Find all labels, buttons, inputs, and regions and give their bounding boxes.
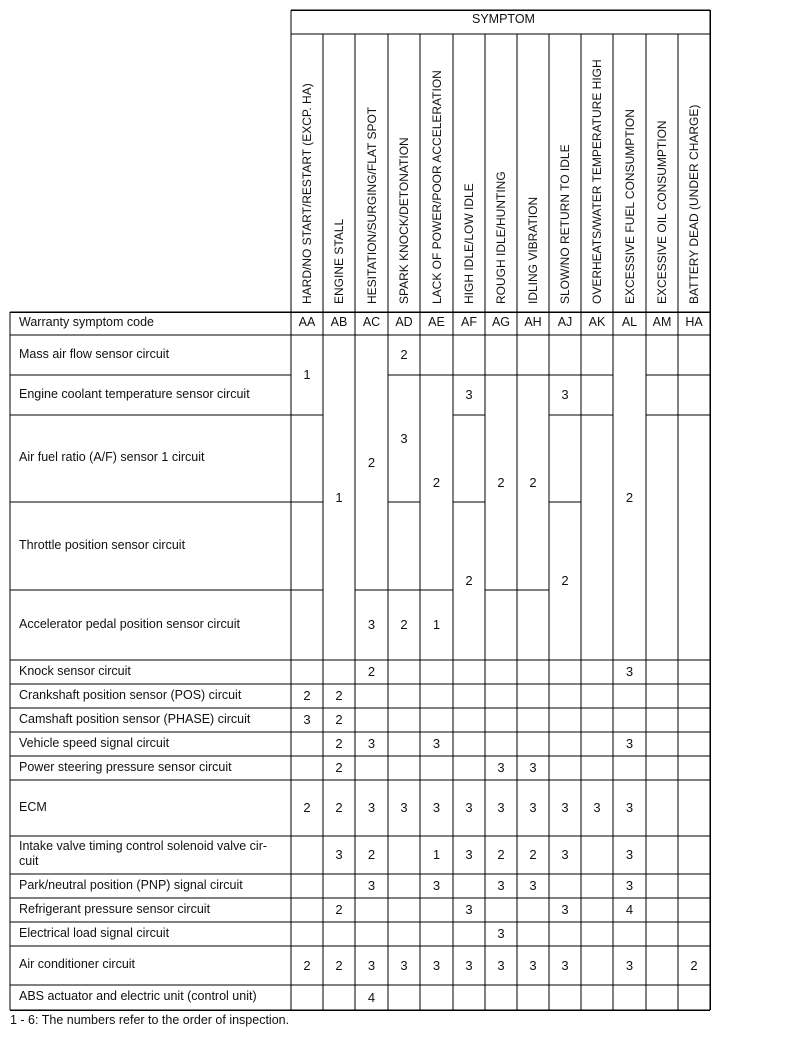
symptom-header-ae: LACK OF POWER/POOR ACCELERATION xyxy=(429,70,444,304)
warranty-code-ac: AC xyxy=(362,315,381,329)
cell-value: 3 xyxy=(303,712,311,727)
cell-value: 3 xyxy=(561,387,569,402)
cell-value: 2 xyxy=(625,489,634,505)
warranty-code-ak: AK xyxy=(588,315,606,329)
cell-value: 3 xyxy=(497,957,505,973)
row-label: Power steering pressure sensor circuit xyxy=(19,759,232,774)
symptom-header-am: EXCESSIVE OIL CONSUMPTION xyxy=(655,120,669,304)
warranty-code-ah: AH xyxy=(524,315,542,329)
cell-value: 3 xyxy=(529,760,537,775)
cell-value: 3 xyxy=(593,800,601,815)
cell-value: 4 xyxy=(367,989,376,1005)
warranty-code-ha: HA xyxy=(685,315,703,329)
row-label: Knock sensor circuit xyxy=(19,663,131,678)
cell-value: 3 xyxy=(465,800,473,815)
cell-value: 3 xyxy=(432,957,441,973)
cell-value: 3 xyxy=(625,736,634,751)
symptom-header-ag: ROUGH IDLE/HUNTING xyxy=(494,171,508,304)
symptom-header-ab: ENGINE STALL xyxy=(332,218,346,304)
warranty-code-aa: AA xyxy=(298,315,316,329)
symptom-header-aa: HARD/NO START/RESTART (EXCP. HA) xyxy=(300,83,314,304)
cell-value: 3 xyxy=(561,957,569,973)
warranty-code-am: AM xyxy=(652,315,672,329)
row-label: Intake valve timing control solenoid valve cir-cuit xyxy=(19,839,268,868)
warranty-code-label: Warranty symptom code xyxy=(19,315,154,329)
cell-value: 2 xyxy=(335,688,343,703)
warranty-code-aj: AJ xyxy=(557,315,573,329)
cell-value: 3 xyxy=(625,878,634,893)
cell-value: 3 xyxy=(625,847,634,862)
cell-value: 2 xyxy=(335,712,343,727)
cell-value: 4 xyxy=(625,902,634,917)
cell-value: 3 xyxy=(400,430,408,446)
cell-value: 3 xyxy=(367,878,376,893)
cell-value: 2 xyxy=(400,347,408,362)
cell-value: 1 xyxy=(432,617,441,632)
footnote: 1 - 6: The numbers refer to the order of inspection. xyxy=(10,1013,290,1027)
cell-value: 3 xyxy=(497,760,505,775)
cell-value: 2 xyxy=(335,760,343,775)
cell-value: 3 xyxy=(497,800,505,815)
cell-value: 3 xyxy=(625,800,634,815)
row-label: Air conditioner circuit xyxy=(19,957,136,971)
cell-value: 1 xyxy=(303,367,311,382)
row-label: Mass air flow sensor circuit xyxy=(19,346,170,361)
cell-value: 2 xyxy=(335,957,343,973)
cell-value: 3 xyxy=(400,800,408,815)
cell-value: 3 xyxy=(367,617,376,632)
cell-value: 2 xyxy=(367,847,376,862)
symptom-header-aj: SLOW/NO RETURN TO IDLE xyxy=(558,144,572,304)
cell-value: 3 xyxy=(367,800,376,815)
row-label: Park/neutral position (PNP) signal circuit xyxy=(19,877,243,892)
cell-value: 2 xyxy=(529,847,537,862)
symptom-header: SYMPTOM xyxy=(472,12,535,26)
row-label: Engine coolant temperature sensor circuit xyxy=(19,386,250,401)
row-label: ECM xyxy=(19,799,47,814)
warranty-code-af: AF xyxy=(461,315,477,329)
cell-value: 3 xyxy=(465,902,473,917)
row-label: Electrical load signal circuit xyxy=(19,925,170,940)
cell-value: 1 xyxy=(432,847,441,862)
cell-value: 3 xyxy=(465,957,473,973)
cell-value: 3 xyxy=(335,847,343,862)
row-label: Throttle position sensor circuit xyxy=(19,537,186,552)
cell-value: 3 xyxy=(432,878,441,893)
cell-value: 2 xyxy=(335,736,343,751)
cell-value: 3 xyxy=(367,957,376,973)
cell-value: 1 xyxy=(335,489,343,505)
row-label: Refrigerant pressure sensor circuit xyxy=(19,901,211,916)
cell-value: 3 xyxy=(625,957,634,973)
symptom-header-ah: IDLING VIBRATION xyxy=(526,196,540,304)
row-label: Air fuel ratio (A/F) sensor 1 circuit xyxy=(19,450,205,464)
cell-value: 2 xyxy=(335,800,343,815)
cell-value: 3 xyxy=(367,736,376,751)
cell-value: 2 xyxy=(303,800,311,815)
cell-value: 2 xyxy=(303,957,311,973)
cell-value: 3 xyxy=(400,957,408,973)
cell-value: 3 xyxy=(561,902,569,917)
warranty-code-al: AL xyxy=(621,315,638,329)
cell-value: 3 xyxy=(465,387,473,402)
symptom-header-ad: SPARK KNOCK/DETONATION xyxy=(397,137,411,304)
warranty-code-ab: AB xyxy=(330,315,348,329)
row-label: Crankshaft position sensor (POS) circuit xyxy=(19,687,242,702)
cell-value: 3 xyxy=(529,878,537,893)
symptom-header-af: HIGH IDLE/LOW IDLE xyxy=(462,183,476,304)
cell-value: 2 xyxy=(465,573,473,588)
warranty-code-ae: AE xyxy=(428,315,445,329)
cell-value: 2 xyxy=(497,474,505,490)
warranty-code-ad: AD xyxy=(395,315,413,329)
cell-value: 3 xyxy=(625,664,634,679)
symptom-header-al: EXCESSIVE FUEL CONSUMPTION xyxy=(622,109,637,304)
cell-value: 3 xyxy=(561,847,569,862)
cell-value: 3 xyxy=(432,736,441,751)
cell-value: 2 xyxy=(497,847,505,862)
row-label: Vehicle speed signal circuit xyxy=(19,735,170,750)
cell-value: 3 xyxy=(497,878,505,893)
cell-value: 3 xyxy=(529,957,537,973)
cell-value: 2 xyxy=(690,957,698,973)
cell-value: 3 xyxy=(561,800,569,815)
cell-value: 2 xyxy=(432,474,441,490)
cell-value: 2 xyxy=(367,664,376,679)
cell-value: 3 xyxy=(497,926,505,941)
row-label: Accelerator pedal position sensor circuit xyxy=(19,616,240,631)
cell-value: 2 xyxy=(367,454,376,470)
cell-value: 3 xyxy=(465,847,473,862)
warranty-code-ag: AG xyxy=(491,315,511,329)
symptom-header-ac: HESITATION/SURGING/FLAT SPOT xyxy=(364,106,379,304)
cell-value: 3 xyxy=(529,800,537,815)
cell-value: 2 xyxy=(303,688,311,703)
cell-value: 2 xyxy=(400,617,408,632)
symptom-header-ha: BATTERY DEAD (UNDER CHARGE) xyxy=(687,104,701,304)
row-label: ABS actuator and electric unit (control unit) xyxy=(19,989,257,1003)
cell-value: 2 xyxy=(561,573,569,588)
row-label: Camshaft position sensor (PHASE) circuit xyxy=(19,711,251,726)
cell-value: 2 xyxy=(335,902,343,917)
symptom-header-ak: OVERHEATS/WATER TEMPERATURE HIGH xyxy=(590,59,604,304)
cell-value: 3 xyxy=(432,800,441,815)
cell-value: 2 xyxy=(529,474,537,490)
